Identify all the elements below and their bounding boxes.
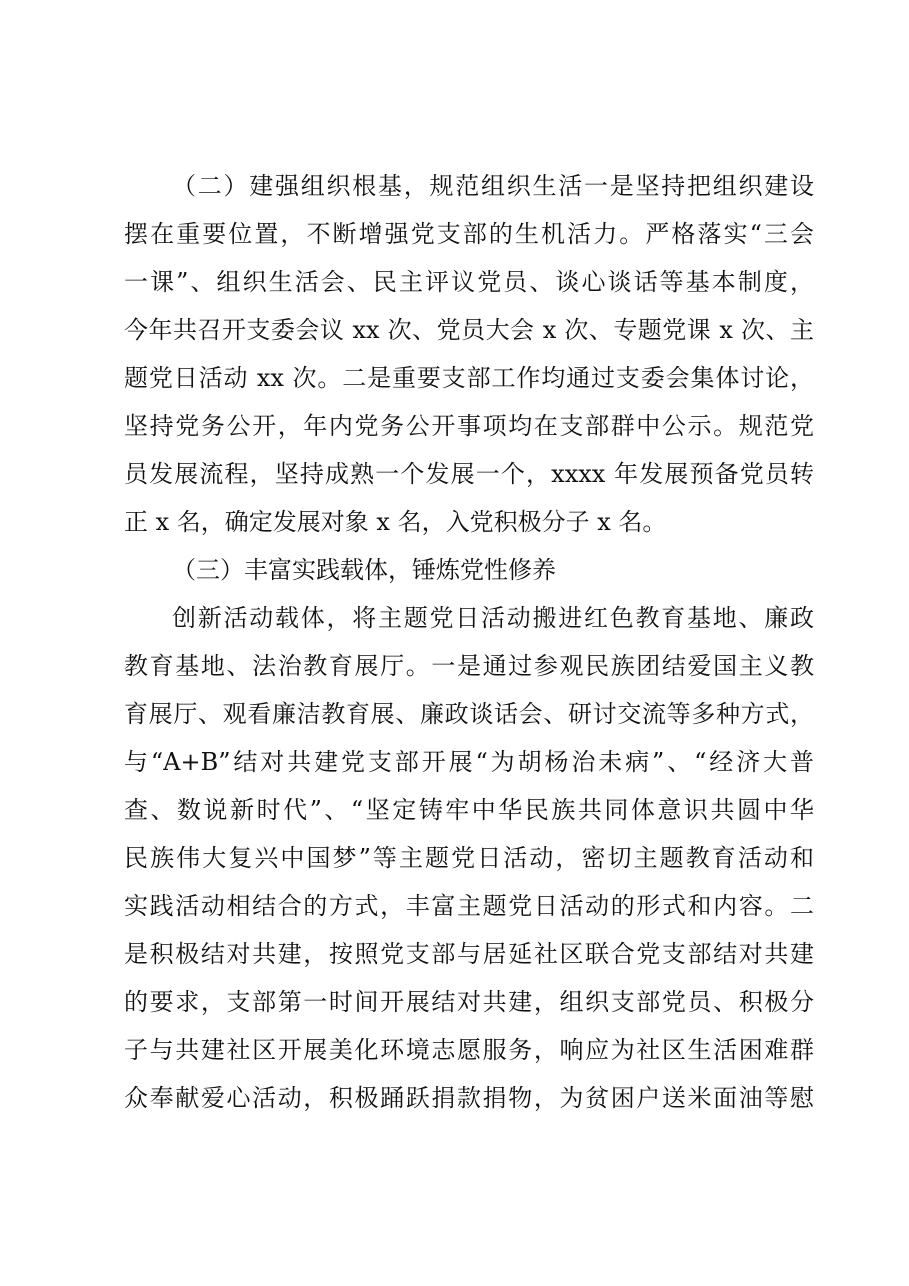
paragraph-2-line-6: 坚持党务公开，年内党务公开事项均在支部群中公示。规范党 — [124, 412, 814, 440]
paragraph-2-line-5: 题党日活动 xx 次。二是重要支部工作均通过支委会集体讨论， — [124, 364, 814, 392]
paragraph-3-line-2: 教育基地、法治教育展厅。一是通过参观民族团结爱国主义教 — [124, 652, 814, 680]
paragraph-3-line-9: 的要求，支部第一时间开展结对共建，组织支部党员、积极分 — [124, 988, 814, 1016]
paragraph-2-line-1: （二）建强组织根基，规范组织生活一是坚持把组织建设 — [172, 172, 814, 200]
section-heading-3: （三）丰富实践载体，锤炼党性修养 — [172, 556, 556, 584]
paragraph-2-line-7: 员发展流程，坚持成熟一个发展一个，xxxx 年发展预备党员转 — [124, 460, 814, 488]
paragraph-2-line-3: 一课”、组织生活会、民主评议党员、谈心谈话等基本制度， — [124, 268, 814, 296]
paragraph-3-line-8: 是积极结对共建，按照党支部与居延社区联合党支部结对共建 — [124, 940, 814, 968]
paragraph-3-line-6: 民族伟大复兴中国梦”等主题党日活动，密切主题教育活动和 — [124, 844, 814, 872]
paragraph-2-line-2: 摆在重要位置，不断增强党支部的生机活力。严格落实“三会 — [124, 220, 814, 248]
paragraph-3-line-3: 育展厅、观看廉洁教育展、廉政谈话会、研讨交流等多种方式， — [124, 700, 814, 728]
paragraph-2-line-4: 今年共召开支委会议 xx 次、党员大会 x 次、专题党课 x 次、主 — [124, 316, 814, 344]
paragraph-3-line-11: 众奉献爱心活动，积极踊跃捐款捐物，为贫困户送米面油等慰 — [124, 1084, 814, 1112]
paragraph-3-line-7: 实践活动相结合的方式，丰富主题党日活动的形式和内容。二 — [124, 892, 814, 920]
paragraph-3-line-10: 子与共建社区开展美化环境志愿服务，响应为社区生活困难群 — [124, 1036, 814, 1064]
paragraph-3-line-4: 与“A+B”结对共建党支部开展“为胡杨治未病”、“经济大普 — [124, 748, 814, 776]
paragraph-3-line-5: 查、数说新时代”、“坚定铸牢中华民族共同体意识共圆中华 — [124, 796, 814, 824]
paragraph-3-line-1: 创新活动载体，将主题党日活动搬进红色教育基地、廉政 — [172, 604, 814, 632]
paragraph-2-line-8: 正 x 名，确定发展对象 x 名，入党积极分子 x 名。 — [124, 508, 667, 536]
